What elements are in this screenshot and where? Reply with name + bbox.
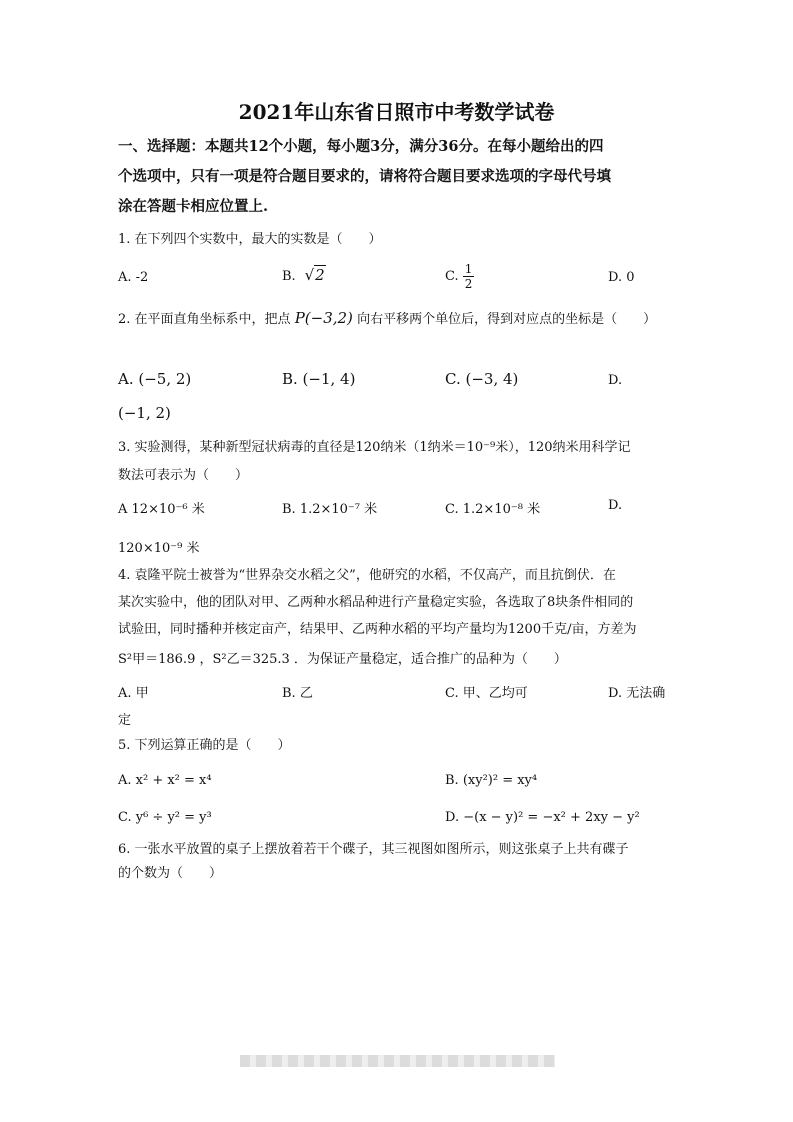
q4-option-d-cont: 定 [118, 713, 132, 728]
blurred-footer-watermark [240, 1055, 555, 1067]
sqrt-symbol: √2 [299, 266, 325, 284]
q1-option-a: A. -2 [118, 270, 149, 285]
question-4-stem-line4: S²甲＝186.9 ，S²乙＝325.3 ．为保证产量稳定，适合推广的品种为（ ） [118, 652, 567, 667]
question-1-stem: 1. 在下列四个实数中，最大的实数是（ ） [118, 232, 382, 247]
fraction [463, 262, 475, 291]
q4-option-b: B. 乙 [282, 686, 313, 701]
q3-option-d: D. [608, 498, 623, 513]
q2-option-c: C. (−3, 4) [445, 370, 519, 388]
q1-option-c-label: C. [445, 269, 459, 284]
fraction-denominator: 2 [464, 277, 473, 291]
page-title: 2021年山东省日照市中考数学试卷 [238, 100, 555, 124]
question-5-stem: 5. 下列运算正确的是（ ） [118, 738, 291, 753]
q1-option-c [445, 262, 474, 291]
q4-option-a: A. 甲 [118, 686, 149, 701]
q2-stem-post: 向右平移两个单位后，得到对应点的坐标是（ ） [357, 312, 657, 327]
section-heading-line: 个选项中，只有一项是符合题目要求的，请将符合题目要求选项的字母代号填 [118, 168, 611, 185]
q2-stem-pre: 2. 在平面直角坐标系中，把点 [118, 312, 291, 327]
question-2-stem [118, 308, 656, 330]
q1-option-d: D. 0 [608, 270, 635, 285]
section-heading-1 [118, 132, 678, 222]
question-3-stem-line2: 数法可表示为（ ） [118, 468, 249, 483]
q3-option-a: A 12×10⁻⁶ 米 [118, 502, 205, 517]
q5-option-d: D. −(x − y)² = −x² + 2xy − y² [445, 810, 640, 825]
q2-option-a: A. (−5, 2) [118, 370, 192, 388]
q3-option-b: B. 1.2×10⁻⁷ 米 [282, 502, 378, 517]
q2-option-d: D. [608, 373, 623, 388]
section-heading-line: 一、选择题：本题共12个小题，每小题3分，满分36分。在每小题给出的四 [118, 138, 604, 155]
question-6-stem-line1: 6. 一张水平放置的桌子上摆放着若干个碟子，其三视图如图所示，则这张桌子上共有碟子 [118, 842, 629, 857]
question-6-stem-line2: 的个数为（ ） [118, 866, 223, 881]
q3-option-c: C. 1.2×10⁻⁸ 米 [445, 502, 541, 517]
q1-option-b-label: B. [282, 269, 296, 284]
q3-option-d-value: 120×10⁻⁹ 米 [118, 541, 200, 556]
q2-option-d-value: (−1, 2) [118, 404, 171, 422]
section-heading-line: 涂在答题卡相应位置上. [118, 198, 269, 215]
q2-point: P(−3,2) [294, 309, 353, 327]
q5-option-c: C. y⁶ ÷ y² = y³ [118, 810, 212, 825]
question-4-stem-line3: 试验田，同时播种并核定亩产，结果甲、乙两种水稻的平均产量均为1200千克/亩，方差为 [118, 622, 637, 637]
q2-option-b: B. (−1, 4) [282, 370, 356, 388]
question-3-stem-line1: 3. 实验测得，某种新型冠状病毒的直径是120纳米（1纳米＝10⁻⁹米），120纳米用科学记 [118, 440, 631, 455]
q5-option-a: A. x² + x² = x⁴ [118, 773, 212, 788]
fraction-numerator: 1 [464, 262, 473, 276]
q4-option-c: C. 甲、乙均可 [445, 686, 528, 701]
radicand: 2 [315, 266, 325, 284]
question-4-stem-line1: 4. 袁隆平院士被誉为“世界杂交水稻之父”，他研究的水稻，不仅高产，而且抗倒伏．在 [118, 568, 616, 583]
question-4-stem-line2: 某次实验中，他的团队对甲、乙两种水稻品种进行产量稳定实验，各选取了8块条件相同的 [118, 595, 634, 610]
q5-option-b: B. (xy²)² = xy⁴ [445, 773, 538, 788]
q1-option-b [282, 266, 326, 284]
q4-option-d: D. 无法确 [608, 686, 666, 701]
